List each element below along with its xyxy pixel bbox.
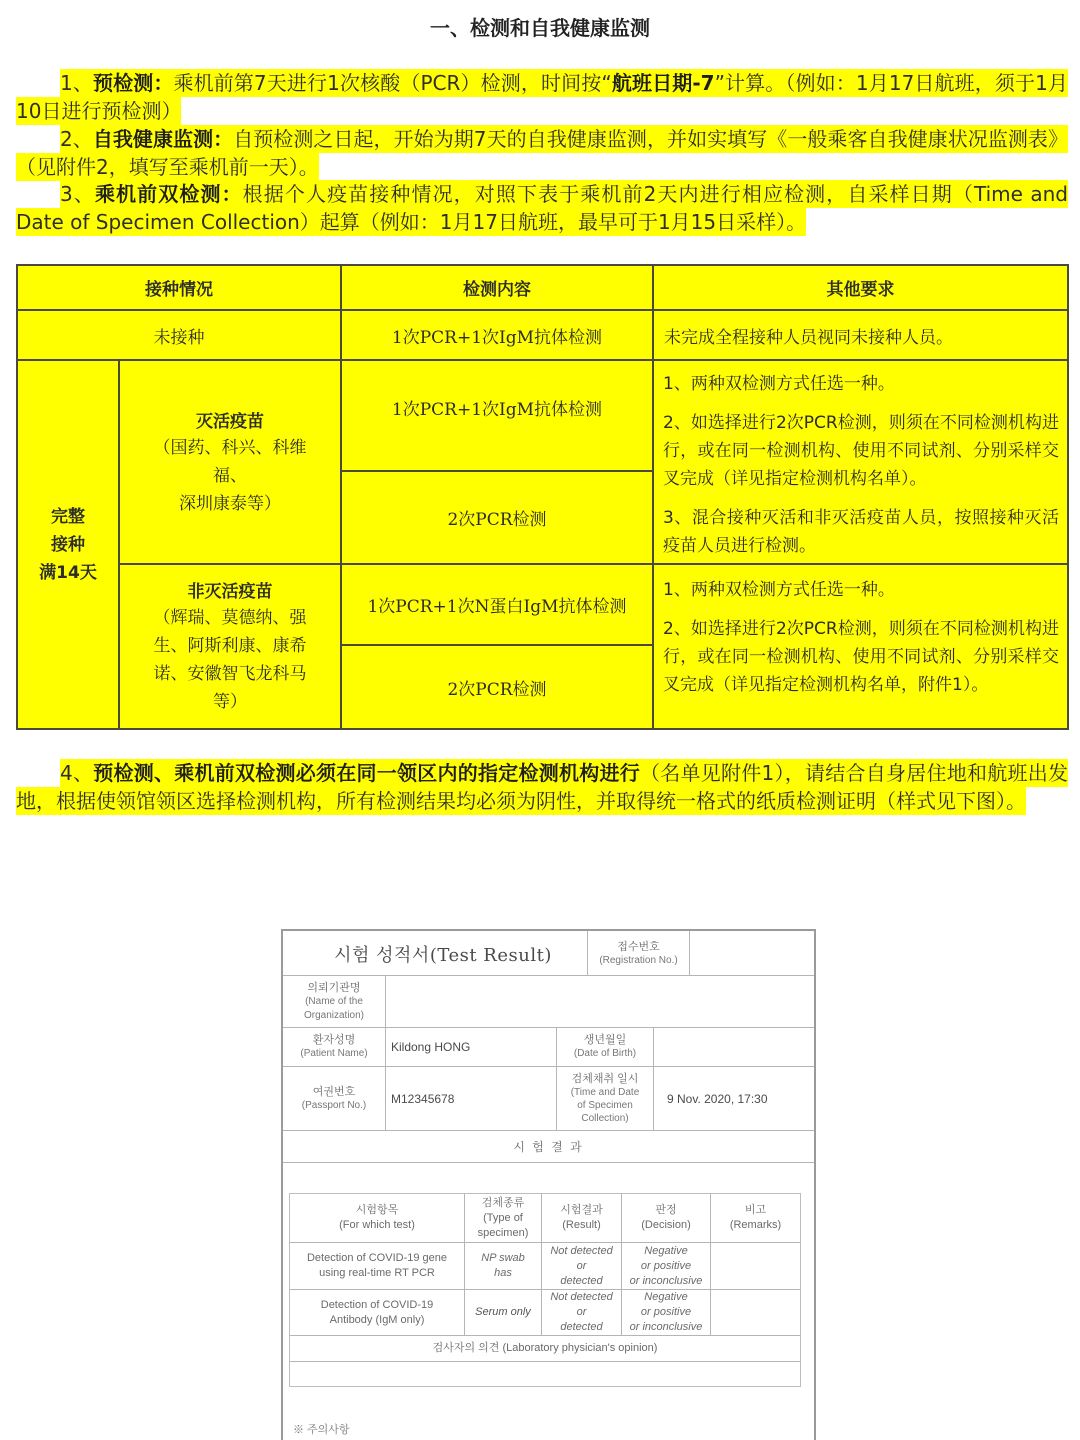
test-name: Antibody (IgM only) [329, 1313, 425, 1326]
header-specimen-type [465, 1194, 541, 1242]
decision-option: or positive [640, 1259, 692, 1272]
test-name: Detection of COVID-19 gene [306, 1252, 448, 1264]
header-remarks [711, 1194, 800, 1242]
test-unvaccinated: 1次PCR+1次IgM抗体检测 [391, 327, 603, 348]
bold-label: 预检测、乘机前双检测必须在同一领区内的指定检测机构进行 [93, 761, 641, 785]
header-vaccination-status: 接种情况 [145, 280, 213, 300]
row-pcr-result [542, 1243, 621, 1289]
doc-divider [653, 1027, 654, 1130]
paragraph-pre-test [16, 69, 1068, 125]
registration-label [588, 933, 689, 975]
label-en: (Name of the [305, 995, 363, 1007]
passport-value: M12345678 [391, 1091, 455, 1106]
results-heading: 시 험 결 과 [513, 1139, 584, 1154]
brand-line: 等） [213, 692, 247, 712]
header-test-item [290, 1194, 464, 1242]
label-line: 完整 [51, 506, 85, 527]
row-antibody-decision [622, 1290, 710, 1335]
requirement-item: 2、如选择进行2次PCR检测，则须在不同检测机构进行，或在同一检测机构、使用不同试剂、分别采样交叉完成（详见指定检测机构名单）。 [663, 413, 1059, 489]
label-ko: 검체종류 [481, 1196, 525, 1209]
label-en: (Type of specimen) [477, 1211, 529, 1239]
label-en: (Time and Date [570, 1086, 640, 1098]
paragraph-designated-institution [16, 759, 1068, 815]
requirement-item: 2、如选择进行2次PCR检测，则须在不同检测机构进行，或在同一检测机构、使用不同试剂、分别采样交叉完成（详见指定检测机构名单，附件1）。 [663, 619, 1059, 695]
fully-vaccinated-label [18, 361, 118, 728]
notes-label: ※ 주의사항 [293, 1424, 350, 1436]
item-number: 4、 [60, 761, 94, 785]
inactivated-vaccine-title: 灭活疫苗 [196, 411, 264, 432]
item-number: 1、 [60, 71, 93, 95]
doc-title: 시험 성적서(Test Result) [334, 945, 552, 966]
physician-opinion-label: 검사자의 의견 (Laboratory physician's opinion) [432, 1342, 658, 1354]
header-test-content: 检测内容 [463, 280, 531, 300]
row-antibody-test [290, 1290, 464, 1335]
test-name: using real-time RT PCR [319, 1267, 435, 1279]
result-option: Not detected [550, 1244, 613, 1257]
doc-divider [283, 1162, 814, 1163]
patient-name-value: Kildong HONG [391, 1040, 471, 1054]
label-en: Organization) [303, 1009, 365, 1021]
requirement-item: 1、两种双检测方式任选一种。 [663, 374, 895, 394]
paragraph-self-monitoring [16, 125, 1068, 181]
collection-value: 9 Nov. 2020, 17:30 [667, 1091, 768, 1106]
label-en: (Passport No.) [301, 1099, 367, 1111]
label-ko: 시험항목 [355, 1204, 399, 1216]
section-heading: 一、检测和自我健康监测 [430, 16, 650, 40]
decision-option: or positive [640, 1306, 692, 1318]
requirement-item: 1、两种双检测方式任选一种。 [663, 580, 895, 600]
specimen: has [494, 1267, 512, 1279]
test-inactivated-1: 1次PCR+1次IgM抗体检测 [391, 400, 603, 420]
requirement-unvaccinated: 未完成全程接种人员视同未接种人员。 [664, 327, 953, 348]
test-non-inactivated-1: 1次PCR+1次N蛋白IgM抗体检测 [367, 597, 627, 617]
brand-line: 诺、安徽智飞龙科马 [153, 664, 307, 684]
paragraph-text: 根据个人疫苗接种情况，对照下表于乘机前2天内进行相应检测，自采样日期（Time and Date of Specimen Collection）起算（例如：1月17日航班，最早可于1月15日采样）。 [16, 182, 1068, 234]
dob-label [557, 1028, 653, 1066]
decision-option: or inconclusive [629, 1321, 703, 1333]
collection-label [557, 1067, 653, 1130]
label-en: (For which test) [339, 1219, 415, 1231]
bold-label: 乘机前双检测： [94, 182, 243, 206]
decision-option: Negative [644, 1291, 688, 1303]
label-en: (Date of Birth) [573, 1048, 637, 1059]
test-inactivated-2: 2次PCR检测 [447, 510, 547, 530]
result-option: or [576, 1306, 587, 1318]
row-pcr-decision [622, 1243, 710, 1289]
decision-option: Negative [644, 1244, 688, 1257]
paragraph-text: （名单见附件1），请结合自身居住地和航班出发地，根据使领馆领区选择检测机构，所有检测结果均必须为阴性，并取得统一格式的纸质检测证明（样式见下图）。 [16, 761, 1069, 813]
specimen: NP swab [481, 1252, 525, 1264]
inactivated-vaccine-cell [120, 361, 340, 563]
test-name: Detection of COVID-19 [320, 1298, 434, 1311]
doc-divider [385, 975, 386, 1130]
paragraph-text: 自预检测之日起，开始为期7天的自我健康监测，并如实填写《一般乘客自我健康状况监测表》（见附件2，填写至乘机前一天）。 [16, 127, 1068, 179]
label-line: 接种 [51, 534, 85, 555]
brand-line: （辉瑞、莫德纳、强 [153, 608, 307, 628]
row-antibody-result [542, 1290, 621, 1335]
item-number: 3、 [60, 182, 95, 206]
non-inactivated-vaccine-cell [120, 565, 340, 728]
header-decision [622, 1194, 710, 1242]
brand-line: 深圳康泰等） [179, 493, 281, 514]
test-result-document [281, 929, 816, 1440]
status-unvaccinated: 未接种 [153, 327, 205, 348]
organization-label [283, 976, 385, 1027]
label-en: (Registration No.) [599, 955, 678, 966]
label-ko: 환자성명 [312, 1034, 356, 1046]
paragraph-text: 乘机前第7天进行1次核酸（PCR）检测，时间按“ [173, 71, 612, 95]
label-ko: 접수번호 [617, 941, 660, 953]
label-en: (Remarks) [729, 1219, 782, 1231]
label-ko: 시험결과 [560, 1204, 603, 1216]
brand-line: （国药、科兴、科维 [153, 437, 307, 458]
label-en: of Specimen [577, 1099, 633, 1111]
label-en: (Decision) [641, 1219, 691, 1231]
doc-divider [290, 1361, 800, 1362]
paragraph-double-test [16, 180, 1068, 236]
result-option: or [576, 1259, 587, 1272]
doc-divider [689, 931, 690, 975]
header-result [542, 1194, 621, 1242]
non-inactivated-vaccine-title: 非灭活疫苗 [187, 582, 273, 602]
passport-label [283, 1067, 385, 1130]
label-en: (Result) [562, 1219, 601, 1231]
label-ko: 검체채취 일시 [571, 1072, 639, 1085]
row-pcr-test [290, 1243, 464, 1289]
brand-line: 生、阿斯利康、康希 [153, 636, 307, 656]
row-pcr-specimen [465, 1243, 541, 1289]
result-option: detected [560, 1274, 603, 1287]
label-line: 满14天 [39, 562, 97, 583]
label-ko: 생년월일 [583, 1034, 627, 1046]
header-other-requirements: 其他要求 [826, 280, 895, 300]
label-en: Collection) [581, 1112, 629, 1124]
paragraph-text: ”计算。（例如：1月17日航班，须于1月10日进行预检测） [16, 71, 1068, 123]
result-option: detected [560, 1321, 603, 1333]
row-antibody-specimen: Serum only [475, 1306, 531, 1318]
label-ko: 비고 [744, 1204, 767, 1216]
bold-label: 自我健康监测： [92, 127, 234, 151]
table-divider [652, 266, 654, 728]
requirements-inactivated [663, 370, 1059, 571]
result-option: Not detected [550, 1291, 613, 1303]
label-ko: 판정 [655, 1204, 677, 1216]
label-en: (Patient Name) [300, 1048, 368, 1059]
bold-label: 预检测： [92, 71, 174, 95]
requirements-non-inactivated [663, 576, 1059, 710]
patient-name-label [283, 1028, 385, 1066]
vaccination-test-table [16, 264, 1069, 730]
decision-option: or inconclusive [629, 1274, 703, 1287]
bold-emphasis: 航班日期-7 [611, 71, 715, 95]
results-table [289, 1193, 801, 1387]
test-non-inactivated-2: 2次PCR检测 [447, 679, 547, 700]
brand-line: 福、 [213, 465, 247, 486]
label-ko: 의뢰기관명 [307, 981, 361, 994]
item-number: 2、 [60, 127, 93, 151]
label-ko: 여권번호 [312, 1085, 356, 1098]
requirement-item: 3、混合接种灭活和非灭活疫苗人员，按照接种灭活疫苗人员进行检测。 [663, 508, 1059, 556]
